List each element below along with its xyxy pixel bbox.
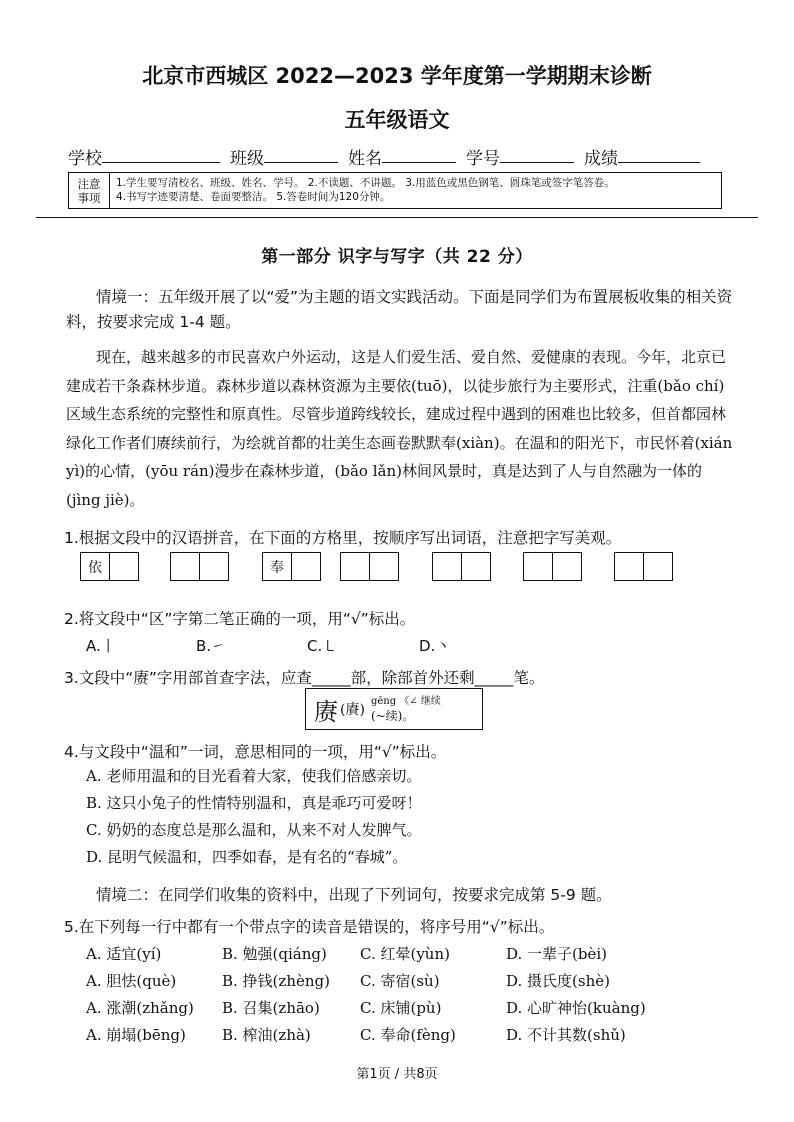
q2-option-b[interactable]: B.㇀ <box>196 637 227 655</box>
question-5: 5.在下列每一行中都有一个带点字的读音是错误的，将序号用“√”标出。 <box>64 918 555 936</box>
student-info-row <box>68 144 700 169</box>
answer-cell[interactable]: 奉 <box>262 552 292 581</box>
answer-cell[interactable] <box>461 552 491 581</box>
notes-box <box>68 172 722 209</box>
context-1: 情境一：五年级开展了以“爱”为主题的语文实践活动。下面是同学们为布置展板收集的相关资料，按要求完成 1-4 题。 <box>66 288 733 331</box>
q5-row4-b[interactable]: B. 榨油(zhà) <box>222 1026 311 1044</box>
dictionary-entry <box>305 688 483 730</box>
q4-option-b[interactable]: B. 这只小兔子的性情特别温和，真是乖巧可爱呀！ <box>86 794 422 812</box>
dict-traditional: (賡) <box>340 702 365 718</box>
q5-row4-a[interactable]: A. 崩塌(bēng) <box>86 1026 186 1044</box>
class-label: 班级 <box>230 149 264 169</box>
q4-option-a[interactable]: A. 老师用温和的目光看着大家，使我们倍感亲切。 <box>86 767 422 785</box>
q5-row2-d[interactable]: D. 摄氏度(shè) <box>506 972 610 990</box>
q5-row3-b[interactable]: B. 召集(zhāo) <box>222 999 320 1017</box>
dict-example: (~续)。 <box>370 709 415 723</box>
notes-body <box>110 173 621 208</box>
answer-box-group-5[interactable] <box>432 552 491 582</box>
q5-row2-c[interactable]: C. 寄宿(sù) <box>360 972 440 990</box>
notes-line-2: 4.书写字迹要清楚、卷面要整洁。 5.答卷时间为120分钟。 <box>116 191 391 203</box>
answer-cell[interactable] <box>432 552 462 581</box>
header-divider <box>36 217 758 218</box>
notes-head-2: 事项 <box>77 190 101 205</box>
answer-cell[interactable] <box>643 552 673 581</box>
q4-option-c[interactable]: C. 奶奶的态度总是那么温和，从来不对人发脾气。 <box>86 821 422 839</box>
page-footer: 第1页 / 共8页 <box>356 1067 438 1082</box>
answer-cell[interactable] <box>523 552 553 581</box>
q5-row4-c[interactable]: C. 奉命(fèng) <box>360 1026 456 1044</box>
dict-pinyin: gēng 《∠ 继续 <box>370 696 441 707</box>
answer-cell[interactable] <box>552 552 582 581</box>
class-field[interactable] <box>264 144 338 163</box>
q5-row3-a[interactable]: A. 涨潮(zhǎng) <box>86 999 194 1017</box>
answer-cell[interactable] <box>291 552 321 581</box>
section-title: 第一部分 识字与写字（共 22 分） <box>261 247 533 267</box>
q5-row2-b[interactable]: B. 挣钱(zhèng) <box>222 972 330 990</box>
notes-line-1: 1.学生要写清校名、班级、姓名、学号。 2.不读题、不讲题。 3.用蓝色或黑色钢笔、圆珠笔或签字笔答卷。 <box>116 177 615 189</box>
answer-cell[interactable] <box>199 552 229 581</box>
passage: 现在，越来越多的市民喜欢户外运动，这是人们爱生活、爱自然、爱健康的表现。今年，北京已建成若干条森林步道。森林步道以森林资源为主要依(tuō)，以徒步旅行为主要形式，注重(bǎo chí)区域生态系统的完整性和原真性。尽管步道跨线较长，建成过程中遇到的困难也比较多，但首都园林绿化工作者们赓续前行，为绘就首都的壮美生态画卷默默奉(xiàn)。在温和的阳光下，市民怀着(xián yì)的心情，(yōu rán)漫步在森林步道，(bǎo lǎn)林间风景时，真是达到了人与自然融为一体的(jìng jiè)。 <box>66 348 733 509</box>
answer-box-group-2[interactable] <box>170 552 229 582</box>
question-2: 2.将文段中“区”字第二笔正确的一项，用“√”标出。 <box>64 610 416 628</box>
student-id-label: 学号 <box>466 149 500 169</box>
q5-row1-b[interactable]: B. 勉强(qiáng) <box>222 945 327 963</box>
answer-box-group-6[interactable] <box>523 552 582 582</box>
school-label: 学校 <box>68 149 102 169</box>
context-2: 情境二：在同学们收集的资料中，出现了下列词句，按要求完成第 5-9 题。 <box>96 886 612 904</box>
exam-title: 北京市西城区 2022—2023 学年度第一学期期末诊断 <box>142 64 652 88</box>
q5-row1-a[interactable]: A. 适宜(yí) <box>86 945 162 963</box>
exam-subtitle: 五年级语文 <box>344 108 450 132</box>
answer-cell[interactable] <box>614 552 644 581</box>
notes-head-1: 注意 <box>77 176 101 191</box>
answer-cell[interactable] <box>170 552 200 581</box>
answer-cell[interactable] <box>109 552 139 581</box>
q5-row1-d[interactable]: D. 一辈子(bèi) <box>506 945 608 963</box>
answer-box-group-3[interactable] <box>262 552 321 582</box>
score-label: 成绩 <box>584 149 618 169</box>
answer-cell[interactable] <box>340 552 370 581</box>
name-field[interactable] <box>382 144 456 163</box>
question-1: 1.根据文段中的汉语拼音，在下面的方格里，按顺序写出词语，注意把字写美观。 <box>64 529 622 547</box>
dict-char: 赓 <box>314 697 338 726</box>
name-label: 姓名 <box>348 149 382 169</box>
question-4: 4.与文段中“温和”一词，意思相同的一项，用“√”标出。 <box>64 743 447 761</box>
school-field[interactable] <box>102 144 220 163</box>
answer-cell[interactable] <box>369 552 399 581</box>
answer-box-group-7[interactable] <box>614 552 673 582</box>
q2-option-a[interactable]: A.丨 <box>86 637 116 655</box>
q5-row4-d[interactable]: D. 不计其数(shǔ) <box>506 1026 626 1044</box>
answer-cell[interactable]: 依 <box>80 552 110 581</box>
q2-option-c[interactable]: C.㇄ <box>307 637 338 655</box>
student-id-field[interactable] <box>500 144 574 163</box>
q5-row3-d[interactable]: D. 心旷神怡(kuàng) <box>506 999 646 1017</box>
q4-option-d[interactable]: D. 昆明气候温和，四季如春，是有名的“春城”。 <box>86 848 408 866</box>
notes-header <box>69 173 110 208</box>
answer-box-group-1[interactable] <box>80 552 139 582</box>
q5-row1-c[interactable]: C. 红晕(yùn) <box>360 945 450 963</box>
question-3: 3.文段中“赓”字用部首查字法，应查_____部，除部首外还剩_____笔。 <box>64 669 545 687</box>
q5-row3-c[interactable]: C. 床铺(pù) <box>360 999 442 1017</box>
q2-option-d[interactable]: D.丶 <box>419 637 451 655</box>
answer-box-group-4[interactable] <box>340 552 399 582</box>
score-field[interactable] <box>618 144 700 163</box>
q5-row2-a[interactable]: A. 胆怯(què) <box>86 972 177 990</box>
